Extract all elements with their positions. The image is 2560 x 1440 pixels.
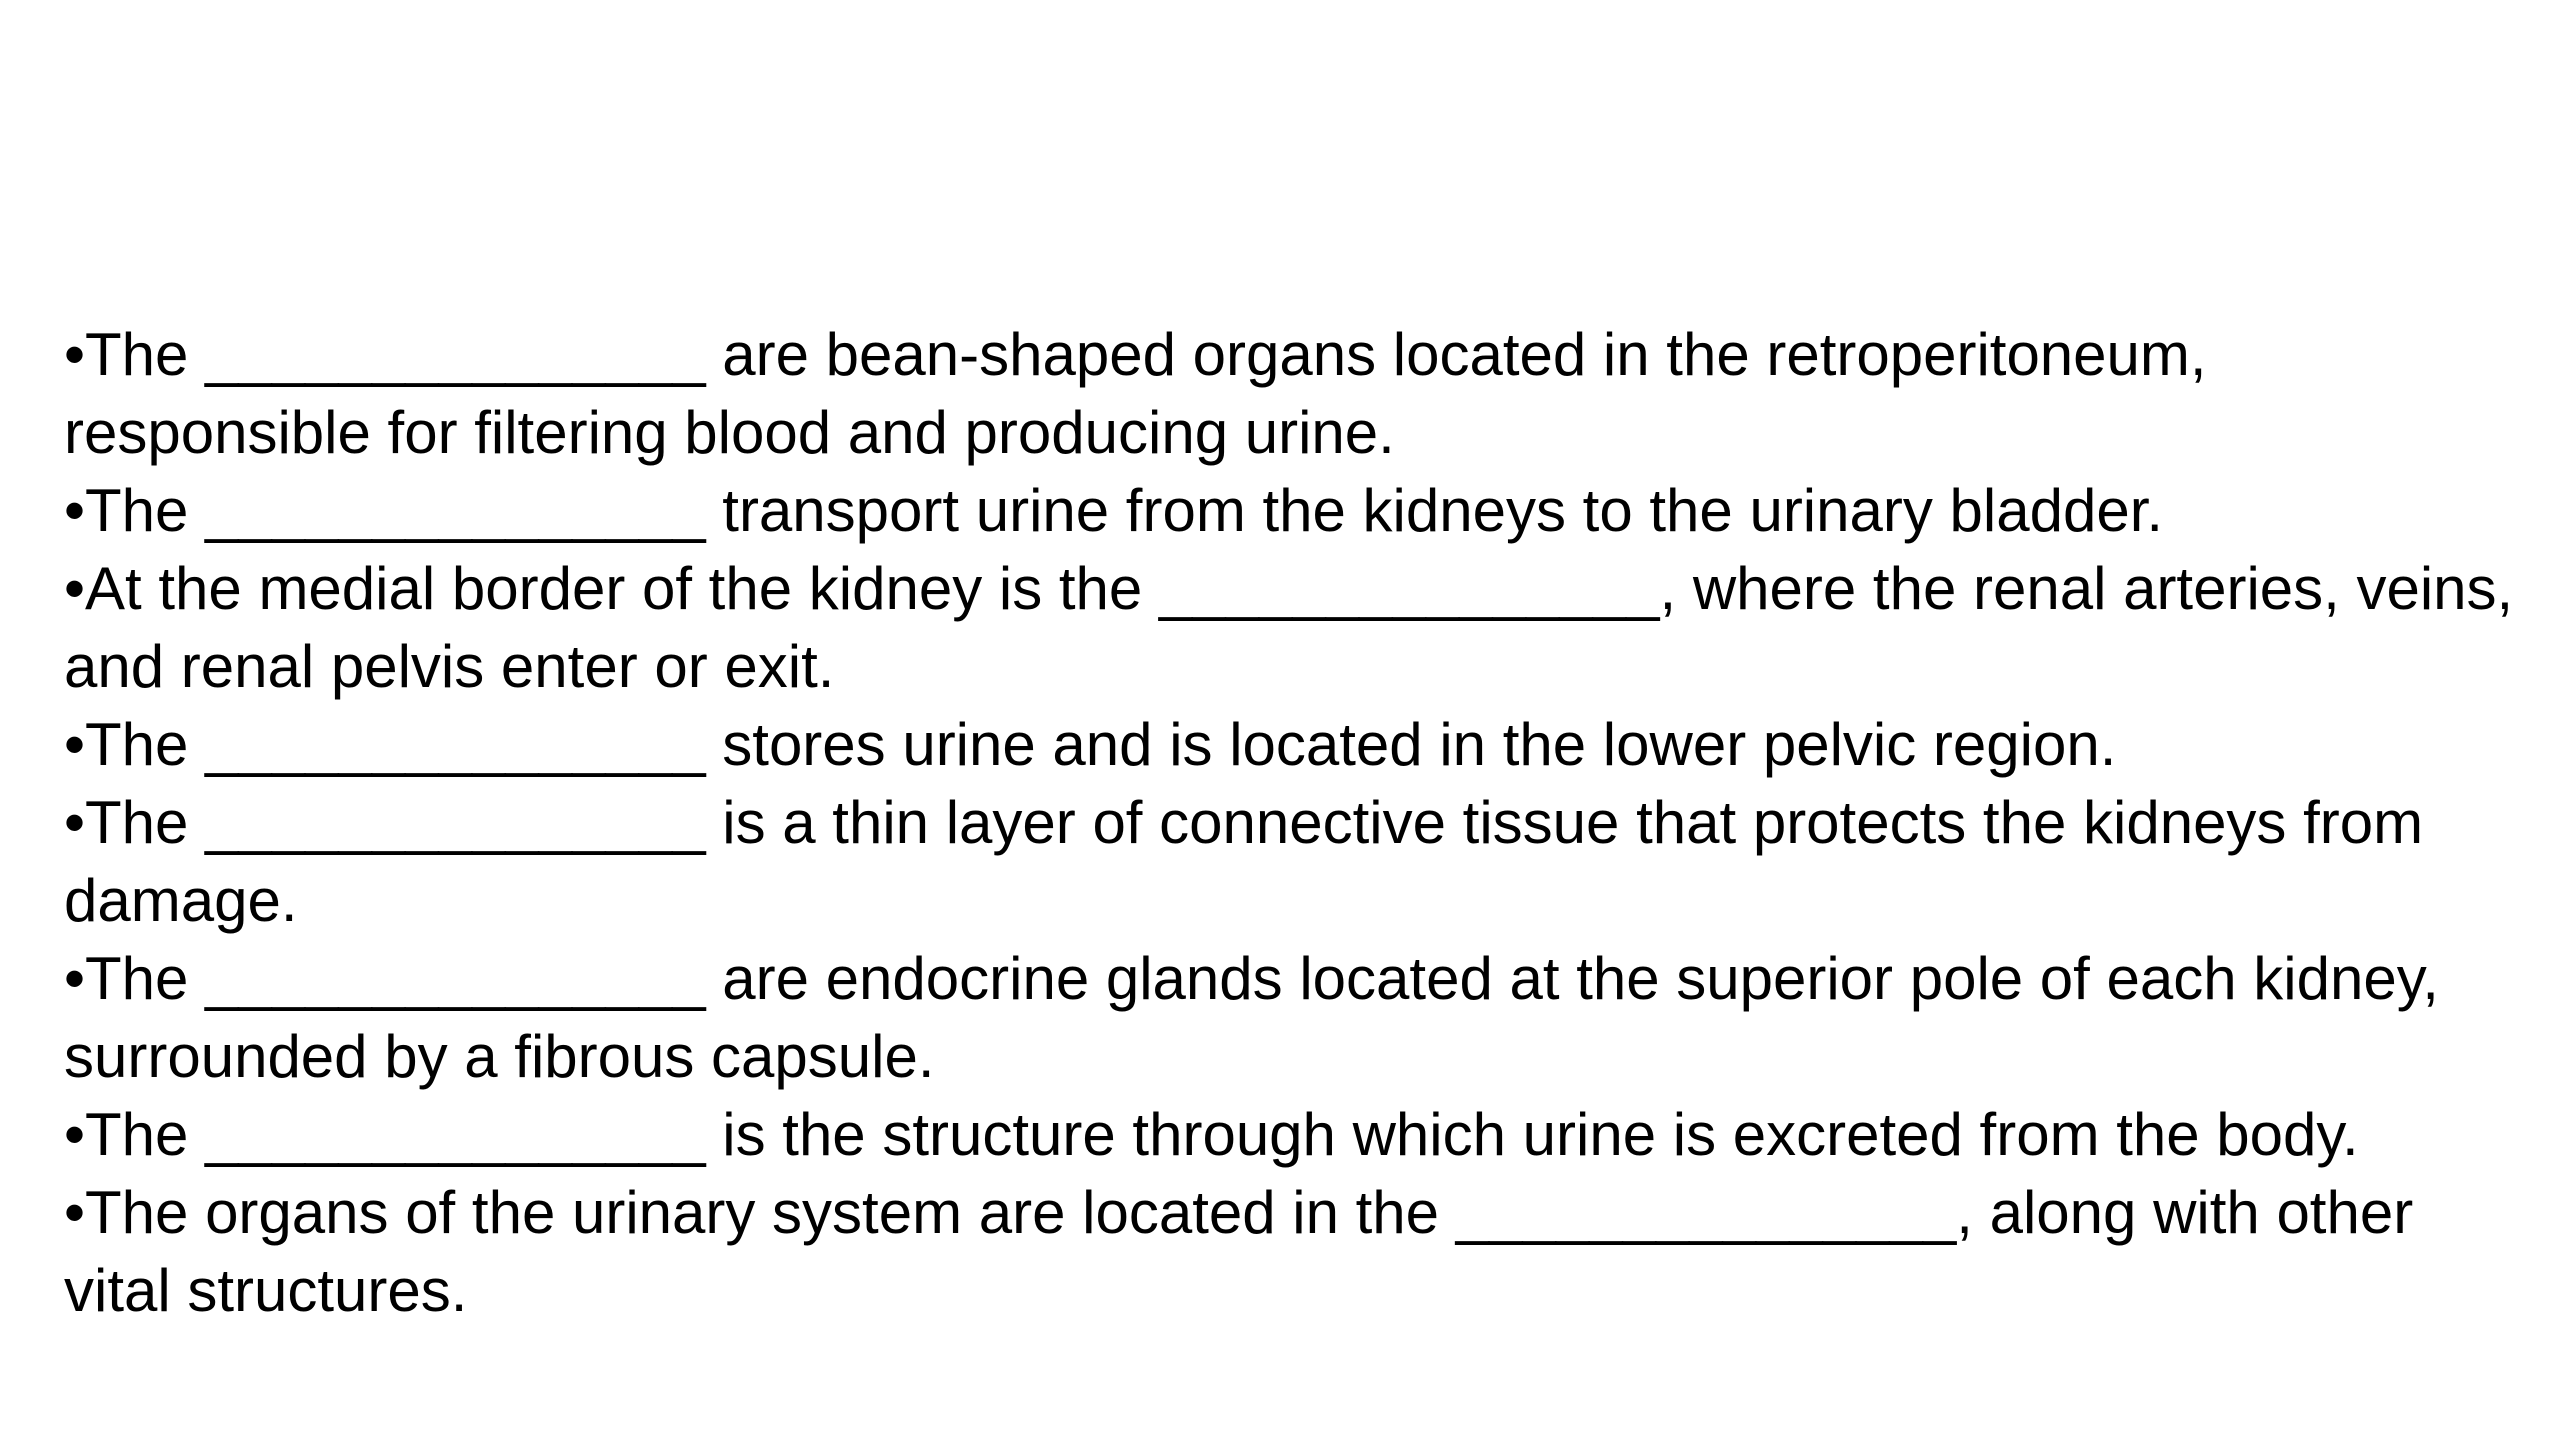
list-item: •The _______________ is a thin layer of connective tissue that protects the kidneys from damage. [64, 789, 2424, 934]
list-item: •The _______________ stores urine and is located in the lower pelvic region. [64, 711, 2117, 778]
list-item: •The _______________ transport urine from the kidneys to the urinary bladder. [64, 477, 2164, 544]
fill-in-blank-list [64, 316, 2514, 1330]
list-item: •The _______________ are bean-shaped organs located in the retroperitoneum, responsible for filtering blood and producing urine. [64, 321, 2207, 466]
list-item: •The _______________ are endocrine glands located at the superior pole of each kidney, surrounded by a fibrous capsule. [64, 945, 2439, 1090]
list-item: •The _______________ is the structure through which urine is excreted from the body. [64, 1101, 2359, 1168]
list-item: •The organs of the urinary system are located in the _______________, along with other vital structures. [64, 1179, 2414, 1324]
list-item: •At the medial border of the kidney is the _______________, where the renal arteries, veins, and renal pelvis enter or exit. [64, 555, 2514, 700]
